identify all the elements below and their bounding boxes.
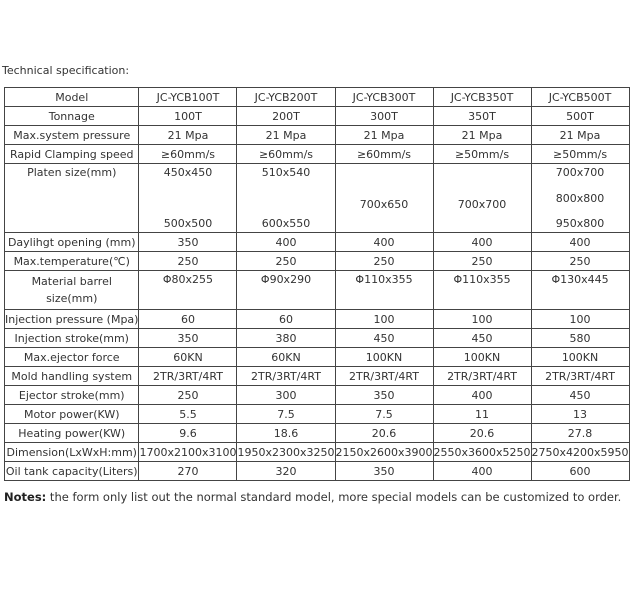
spec-table (4, 87, 630, 481)
table-cell: 2750x4200x5950 (531, 443, 629, 462)
table-cell: 350 (335, 462, 433, 481)
notes (4, 490, 621, 504)
table-row (5, 233, 630, 252)
table-cell: Φ90x290 (237, 271, 335, 310)
table-cell: 250 (139, 252, 237, 271)
table-cell: ≥60mm/s (335, 145, 433, 164)
table-cell: 60KN (139, 348, 237, 367)
table-cell: 320 (237, 462, 335, 481)
table-row (5, 329, 630, 348)
table-cell: 100 (335, 310, 433, 329)
table-cell: Φ80x255 (139, 271, 237, 310)
row-label: Oil tank capacity(Liters) (5, 462, 139, 481)
table-row (5, 145, 630, 164)
table-cell: 400 (433, 233, 531, 252)
table-cell: 100KN (335, 348, 433, 367)
table-cell: ≥50mm/s (531, 145, 629, 164)
table-cell: 400 (531, 233, 629, 252)
table-cell: 2TR/3RT/4RT (335, 367, 433, 386)
table-cell: 2TR/3RT/4RT (139, 367, 237, 386)
table-cell: 2TR/3RT/4RT (433, 367, 531, 386)
header-cell-model: Model (5, 88, 139, 107)
header-cell-model-name: JC-YCB300T (335, 88, 433, 107)
table-cell: Φ130x445 (531, 271, 629, 310)
cell-line: 800x800 (555, 191, 605, 205)
table-cell: ≥50mm/s (433, 145, 531, 164)
table-cell: 450 (433, 329, 531, 348)
table-cell: 100 (531, 310, 629, 329)
table-cell: 350 (139, 233, 237, 252)
table-row (5, 348, 630, 367)
table-cell: 5.5 (139, 405, 237, 424)
cell-line: 950x800 (555, 217, 605, 230)
table-cell: 2TR/3RT/4RT (531, 367, 629, 386)
row-label: Injection pressure (Mpa) (5, 310, 139, 329)
header-cell-model-name: JC-YCB100T (139, 88, 237, 107)
table-cell: 21 Mpa (335, 126, 433, 145)
table-cell: 100KN (531, 348, 629, 367)
table-cell: 60 (237, 310, 335, 329)
table-cell (139, 164, 237, 233)
row-label-line: size(mm) (46, 292, 98, 305)
table-row (5, 367, 630, 386)
row-label: Max.ejector force (5, 348, 139, 367)
table-cell: Φ110x355 (433, 271, 531, 310)
table-cell: 450 (335, 329, 433, 348)
table-cell: 2150x2600x3900 (335, 443, 433, 462)
table-cell: 350 (139, 329, 237, 348)
table-cell: 7.5 (335, 405, 433, 424)
row-label: Daylihgt opening (mm) (5, 233, 139, 252)
spec-heading-text: Technical specification: (2, 64, 130, 77)
table-row (5, 424, 630, 443)
table-cell: 60 (139, 310, 237, 329)
table-cell: 11 (433, 405, 531, 424)
cell-line: 510x540 (261, 166, 311, 179)
table-cell: 100KN (433, 348, 531, 367)
table-cell: ≥60mm/s (237, 145, 335, 164)
table-cell: 21 Mpa (531, 126, 629, 145)
table-cell: 7.5 (237, 405, 335, 424)
table-row-material-barrel (5, 271, 630, 310)
notes-text: the form only list out the normal standard model, more special models can be customized to order. (46, 490, 622, 504)
table-row (5, 462, 630, 481)
table-cell: 450 (531, 386, 629, 405)
row-label: Max.temperature(℃) (5, 252, 139, 271)
row-label: Dimension(LxWxH:mm) (5, 443, 139, 462)
header-cell-model-name: JC-YCB350T (433, 88, 531, 107)
table-cell: 2550x3600x5250 (433, 443, 531, 462)
table-row (5, 443, 630, 462)
table-cell: 400 (433, 386, 531, 405)
table-row (5, 126, 630, 145)
table-row-platen-size (5, 164, 630, 233)
table-cell: 250 (335, 252, 433, 271)
row-label: Ejector stroke(mm) (5, 386, 139, 405)
table-cell: 21 Mpa (433, 126, 531, 145)
table-cell: 100T (139, 107, 237, 126)
row-label: Heating power(KW) (5, 424, 139, 443)
table-cell: 580 (531, 329, 629, 348)
row-label-line: Material barrel (31, 275, 112, 288)
row-label: Injection stroke(mm) (5, 329, 139, 348)
row-label: Rapid Clamping speed (5, 145, 139, 164)
table-cell: 20.6 (335, 424, 433, 443)
cell-line: 600x550 (261, 217, 311, 230)
table-cell: 60KN (237, 348, 335, 367)
row-label (5, 271, 139, 310)
table-cell: 350 (335, 386, 433, 405)
table-row (5, 386, 630, 405)
table-cell: 300 (237, 386, 335, 405)
row-label: Tonnage (5, 107, 139, 126)
table-cell: 1950x2300x3250 (237, 443, 335, 462)
table-cell: 400 (433, 462, 531, 481)
table-cell: 400 (335, 233, 433, 252)
row-label: Max.system pressure (5, 126, 139, 145)
header-cell-model-name: JC-YCB500T (531, 88, 629, 107)
notes-label: Notes: (4, 490, 47, 504)
table-row (5, 107, 630, 126)
table-cell: 21 Mpa (237, 126, 335, 145)
table-cell: 18.6 (237, 424, 335, 443)
table-cell: 2TR/3RT/4RT (237, 367, 335, 386)
table-cell: 1700x2100x3100 (139, 443, 237, 462)
table-row (5, 252, 630, 271)
header-cell-model-name: JC-YCB200T (237, 88, 335, 107)
table-cell: 100 (433, 310, 531, 329)
table-row (5, 310, 630, 329)
table-cell: 20.6 (433, 424, 531, 443)
table-cell (237, 164, 335, 233)
table-cell: 400 (237, 233, 335, 252)
table-cell: 700x650 (335, 164, 433, 233)
table-header-row (5, 88, 630, 107)
cell-line: 450x450 (163, 166, 213, 179)
row-label (5, 164, 139, 233)
table-cell: 500T (531, 107, 629, 126)
cell-line: 700x700 (555, 166, 605, 179)
table-cell: 250 (237, 252, 335, 271)
table-cell: ≥60mm/s (139, 145, 237, 164)
table-cell: 9.6 (139, 424, 237, 443)
table-cell: Φ110x355 (335, 271, 433, 310)
table-cell: 350T (433, 107, 531, 126)
row-label: Motor power(KW) (5, 405, 139, 424)
table-cell: 600 (531, 462, 629, 481)
table-cell: 250 (433, 252, 531, 271)
table-cell: 270 (139, 462, 237, 481)
row-label: Mold handling system (5, 367, 139, 386)
table-cell: 21 Mpa (139, 126, 237, 145)
table-cell: 700x700 (433, 164, 531, 233)
table-cell: 13 (531, 405, 629, 424)
table-cell: 300T (335, 107, 433, 126)
table-cell: 200T (237, 107, 335, 126)
row-label-text: Platen size(mm) (27, 166, 117, 179)
table-cell: 27.8 (531, 424, 629, 443)
table-cell: 380 (237, 329, 335, 348)
cell-line: 500x500 (163, 217, 213, 230)
table-cell (531, 164, 629, 233)
table-cell: 250 (531, 252, 629, 271)
spec-heading (0, 64, 160, 80)
table-cell: 250 (139, 386, 237, 405)
table-row (5, 405, 630, 424)
